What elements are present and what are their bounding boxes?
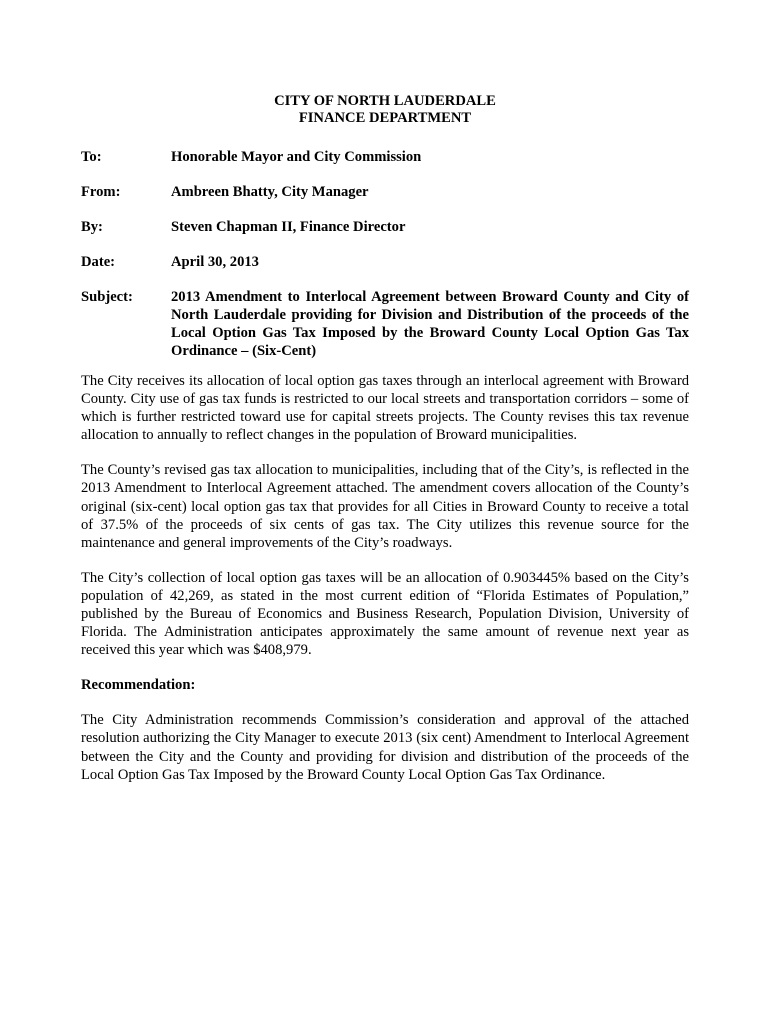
city-name-heading: CITY OF NORTH LAUDERDALE — [274, 93, 496, 109]
from-label: From: — [81, 184, 121, 200]
by-label: By: — [81, 219, 103, 235]
by-row — [81, 218, 689, 236]
from-row — [81, 183, 689, 201]
date-label: Date: — [81, 254, 116, 270]
department-heading: FINANCE DEPARTMENT — [298, 110, 472, 126]
to-value: Honorable Mayor and City Commission — [171, 149, 422, 165]
subject-label: Subject: — [81, 289, 133, 305]
subject-value: 2013 Amendment to Interlocal Agreement between Broward County and City of North Lauderdale providing for Division and Distribution of the proceeds of the Local Option Gas Tax Imposed by the Broward County Local Option Gas Tax Ordinance – (Six-Cent) — [171, 289, 689, 359]
memo-page — [81, 93, 689, 784]
date-value: April 30, 2013 — [171, 254, 259, 270]
subject-row — [81, 288, 689, 360]
from-value: Ambreen Bhatty, City Manager — [171, 184, 369, 200]
memo-header-fields — [81, 148, 689, 360]
recommendation-paragraph: The City Administration recommends Commission’s consideration and approval of the attached resolution authorizing the City Manager to execute 2013 (six cent) Amendment to Interlocal Agreement between the City and the County and providing for division and distribution of the proceeds of the Local Option Gas Tax Imposed by the Broward County Local Option Gas Tax Ordinance. — [81, 712, 689, 783]
by-value: Steven Chapman II, Finance Director — [171, 219, 406, 235]
body-paragraph-3: The City’s collection of local option gas taxes will be an allocation of 0.903445% based on the City’s population of 42,269, as stated in the most current edition of “Florida Estimates of Population,” published by the Bureau of Economics and Business Research, Population Division, University of Florida. The Administration anticipates approximately the same amount of revenue next year as received this year which was $408,979. — [81, 569, 689, 659]
to-row — [81, 148, 689, 166]
date-row — [81, 253, 689, 271]
recommendation-heading: Recommendation: — [81, 677, 196, 694]
letterhead — [81, 93, 689, 127]
to-label: To: — [81, 149, 102, 165]
body-paragraph-2: The County’s revised gas tax allocation to municipalities, including that of the City’s, is reflected in the 2013 Amendment to Interlocal Agreement attached. The amendment covers allocation of the County’s original (six-cent) local option gas tax that provides for all Cities in Broward County to receive a total of 37.5% of the proceeds of six cents of gas tax. The City utilizes this revenue source for the maintenance and general improvements of the City’s roadways. — [81, 462, 689, 551]
body-paragraph-1: The City receives its allocation of local option gas taxes through an interlocal agreement with Broward County. City use of gas tax funds is restricted to our local streets and transportation corridors – some of which is further restricted toward use for capital streets projects. The County revises this tax revenue allocation to annually to reflect changes in the population of Broward municipalities. — [81, 373, 689, 444]
